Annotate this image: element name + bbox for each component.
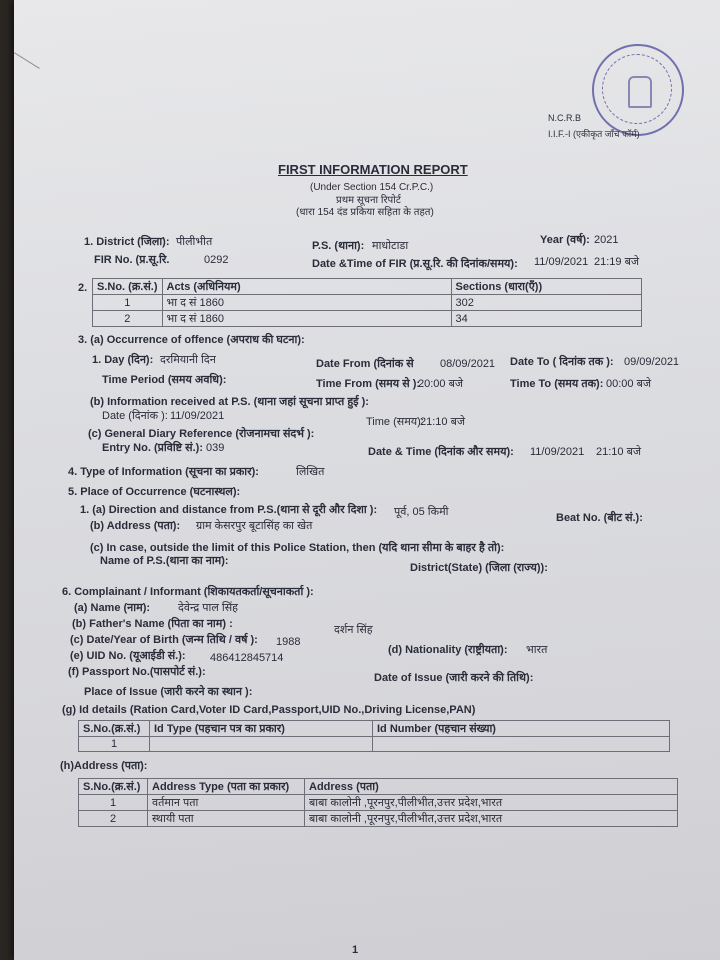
district-state-label: District(State) (जिला (राज्य)): <box>410 562 548 574</box>
info-type-value: लिखित <box>296 466 325 478</box>
district-value: पीलीभीत <box>176 236 213 248</box>
address-table <box>78 778 678 827</box>
address-table-header <box>79 779 678 795</box>
page-title: FIRST INFORMATION REPORT <box>278 162 468 177</box>
table-row <box>93 311 642 327</box>
place-label: 5. Place of Occurrence (घटनास्थल): <box>68 486 241 498</box>
day-label: 1. Day (दिन): <box>92 354 154 366</box>
id-type <box>150 737 373 752</box>
info-time-label: Time (समय): <box>366 416 424 428</box>
fir-no-label: FIR No. (प्र.सू.रि. <box>94 254 170 266</box>
father-name-label: (b) Father's Name (पिता का नाम) : <box>72 618 233 630</box>
iif-label: I.I.F.-I (एकीकृत जाँच फॉर्म) <box>548 129 640 139</box>
table-row <box>79 795 678 811</box>
dob-label: (c) Date/Year of Birth (जन्म तिथि / वर्ष ): <box>70 634 258 646</box>
id-table-header <box>79 721 670 737</box>
hindi-title: प्रथम सूचना रिपोर्ट <box>336 195 401 206</box>
name-label: (a) Name (नाम): <box>74 602 151 614</box>
info-time-value: 21:10 बजे <box>420 416 466 428</box>
acts-header-sections: Sections (धारा(एँ)) <box>451 279 642 295</box>
acts-section: 34 <box>451 311 642 327</box>
info-date-value: 11/09/2021 <box>170 410 225 422</box>
address-header-type: Address Type (पता का प्रकार) <box>148 779 305 795</box>
address-sno: 2 <box>79 811 148 827</box>
acts-sno: 2 <box>93 311 163 327</box>
dob-value: 1988 <box>276 636 301 648</box>
father-name-value: दर्शन सिंह <box>334 624 373 636</box>
year-label: Year (वर्ष): <box>540 234 590 246</box>
fir-time-value: 21:19 बजे <box>594 256 640 268</box>
fir-datetime-label: Date &Time of FIR (प्र.सू.रि. की दिनांक/समय): <box>312 258 518 270</box>
direction-value: पूर्व, 05 किमी <box>394 506 449 518</box>
acts-header-acts: Acts (अधिनियम) <box>162 279 451 295</box>
table-row <box>79 811 678 827</box>
address-sno: 1 <box>79 795 148 811</box>
id-header-number: Id Number (पहचान संख्या) <box>373 721 670 737</box>
gd-time-value: 21:10 बजे <box>596 446 642 458</box>
direction-label: 1. (a) Direction and distance from P.S.(थाना से दूरी और दिशा ): <box>80 504 378 516</box>
ncrb-label: N.C.R.B <box>548 113 582 123</box>
info-received-label: (b) Information received at P.S. (थाना जहां सूचना प्राप्त हुई ): <box>90 396 369 408</box>
under-section: (Under Section 154 Cr.P.C.) <box>310 182 434 193</box>
time-from-label: Time From (समय से ): <box>316 378 421 390</box>
id-header-sno: S.No.(क्र.सं.) <box>79 721 150 737</box>
time-to-label: Time To (समय तक): <box>510 378 604 390</box>
passport-label: (f) Passport No.(पासपोर्ट सं.): <box>68 666 206 678</box>
year-value: 2021 <box>594 234 619 246</box>
info-type-label: 4. Type of Information (सूचना का प्रकार): <box>68 466 259 478</box>
date-from-label: Date From (दिनांक से <box>316 358 414 370</box>
id-number <box>373 737 670 752</box>
outside-limit-label: (c) In case, outside the limit of this Police Station, then (यदि थाना सीमा के बाहर है तो): <box>90 542 505 554</box>
acts-table <box>92 278 642 327</box>
complainant-address-label: (h)Address (पता): <box>60 760 148 772</box>
gd-reference-label: (c) General Diary Reference (रोजनामचा संदर्भ ): <box>88 428 315 440</box>
address-type: स्थायी पता <box>148 811 305 827</box>
hindi-section: (धारा 154 दंड प्रकिया सहिता के तहत) <box>296 207 434 218</box>
issue-date-label: Date of Issue (जारी करने की तिथि): <box>374 672 534 684</box>
district-label: 1. District (जिला): <box>84 236 170 248</box>
address-type: वर्तमान पता <box>148 795 305 811</box>
issue-place-label: Place of Issue (जारी करने का स्थान ): <box>84 686 253 698</box>
date-from-value: 08/09/2021 <box>440 358 496 370</box>
id-sno: 1 <box>79 737 150 752</box>
info-date-label: Date (दिनांक ): <box>102 410 168 422</box>
uid-label: (e) UID No. (यूआईडी सं.): <box>70 650 186 662</box>
table-row <box>93 295 642 311</box>
date-to-label: Date To ( दिनांक तक ): <box>510 356 614 368</box>
address-value: बाबा कालोनी ,पूरनपुर,पीलीभीत,उत्तर प्रदेश,भारत <box>305 811 678 827</box>
occurrence-label: 3. (a) Occurrence of offence (अपराध की घटना): <box>78 334 305 346</box>
id-header-type: Id Type (पहचान पत्र का प्रकार) <box>150 721 373 737</box>
ps-name-label: Name of P.S.(थाना का नाम): <box>100 555 229 567</box>
ps-label: P.S. (थाना): <box>312 240 365 252</box>
fir-no-value: 0292 <box>204 254 229 266</box>
address-value: ग्राम केसरपुर बूटासिंह का खेत <box>196 520 313 532</box>
address-header-address: Address (पता) <box>305 779 678 795</box>
acts-table-header <box>93 279 642 295</box>
address-value: बाबा कालोनी ,पूरनपुर,पीलीभीत,उत्तर प्रदेश,भारत <box>305 795 678 811</box>
gd-date-value: 11/09/2021 <box>530 446 585 458</box>
page-number: 1 <box>352 944 359 956</box>
nationality-value: भारत <box>526 644 548 656</box>
date-to-value: 09/09/2021 <box>624 356 680 368</box>
acts-act: भा द सं 1860 <box>162 311 451 327</box>
beat-no-label: Beat No. (बीट सं.): <box>556 512 643 524</box>
time-to-value: 00:00 बजे <box>606 378 652 390</box>
ps-value: माधोटाडा <box>372 240 409 252</box>
acts-section: 302 <box>451 295 642 311</box>
address-header-sno: S.No.(क्र.सं.) <box>79 779 148 795</box>
acts-sno: 1 <box>93 295 163 311</box>
entry-no-label: Entry No. (प्रविष्टि सं.): <box>102 442 203 454</box>
address-label: (b) Address (पता): <box>90 520 181 532</box>
day-value: दरमियानी दिन <box>160 354 216 366</box>
time-from-value: 20:00 बजे <box>418 378 464 390</box>
acts-section-number: 2. <box>78 282 88 294</box>
acts-act: भा द सं 1860 <box>162 295 451 311</box>
id-details-table <box>78 720 670 752</box>
fir-date-value: 11/09/2021 <box>534 256 589 268</box>
uid-value: 486412845714 <box>210 652 284 664</box>
name-value: देवेन्द्र पाल सिंह <box>178 602 238 614</box>
emblem-icon <box>628 76 652 108</box>
complainant-label: 6. Complainant / Informant (शिकायतकर्ता/सूचनाकर्ता ): <box>62 586 314 598</box>
id-details-label: (g) Id details (Ration Card,Voter ID Card,Passport,UID No.,Driving License,PAN) <box>62 704 476 716</box>
time-period-label: Time Period (समय अवधि): <box>102 374 227 386</box>
gd-datetime-label: Date & Time (दिनांक और समय): <box>368 446 514 458</box>
table-row <box>79 737 670 752</box>
entry-no-value: 039 <box>206 442 225 454</box>
nationality-label: (d) Nationality (राष्ट्रीयता): <box>388 644 508 656</box>
acts-header-sno: S.No. (क्र.सं.) <box>93 279 163 295</box>
